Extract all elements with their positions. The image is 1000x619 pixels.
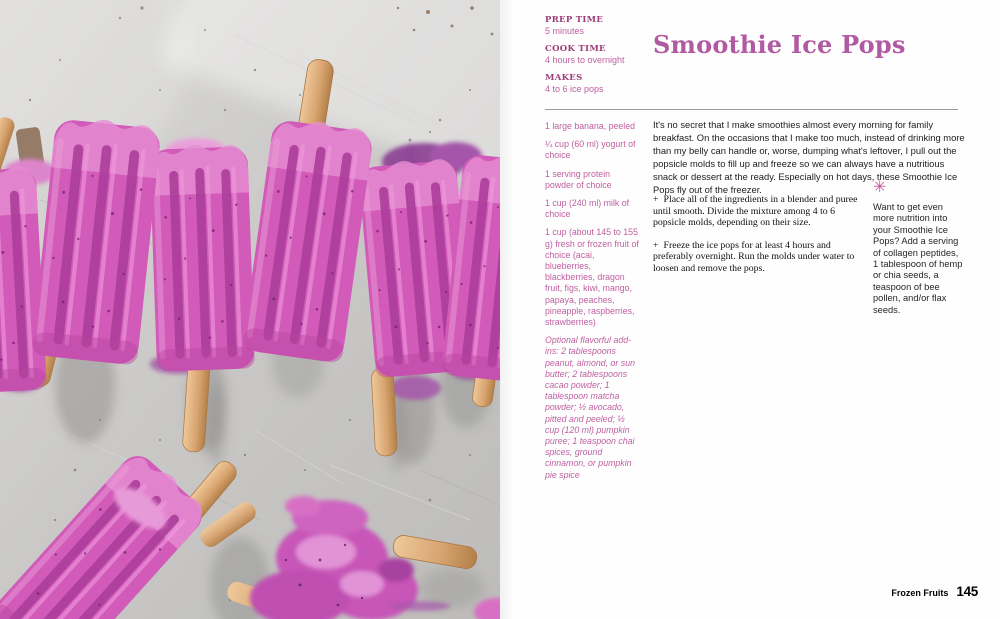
recipe-page [500, 0, 1000, 619]
ingredient-item: 1 serving protein powder of choice [545, 168, 612, 190]
prep-time-label: PREP TIME [545, 15, 604, 25]
makes-label: MAKES [545, 73, 583, 83]
step-text: Place all of the ingredients in a blender and puree until smooth. Divide the mixture among 4 to 6 popsicle molds, depending on their size. [653, 194, 858, 229]
cook-time-label: COOK TIME [545, 44, 606, 54]
meta-makes [545, 73, 650, 95]
recipe-steps [653, 194, 859, 286]
recipe-intro: It's no secret that I make smoothies almost every morning for family breakfast. On the occasions that I make too much, instead of drinking more than my belly can handle or, worse, dumping what's leftover, I pull out the popsicle molds to fill up and freeze so we can always have a nutritious snack or dessert at the ready. Especially on hot days, these Smoothie Ice Pops fly out of the freezer. [653, 119, 965, 195]
page-footer [891, 584, 978, 599]
step-bullet: + [653, 194, 659, 205]
meta-prep-time [545, 15, 650, 37]
makes-value: 4 to 6 ice pops [545, 84, 604, 94]
ingredient-item: ¼ cup (60 ml) yogurt of choice [545, 139, 636, 161]
ingredient-item: 1 cup (240 ml) milk of choice [545, 198, 630, 220]
tip-sidebar [873, 179, 966, 316]
cook-time-value: 4 hours to overnight [545, 55, 625, 65]
section-divider [545, 109, 958, 110]
recipe-title: Smoothie Ice Pops [653, 30, 906, 60]
page-number: 145 [956, 584, 978, 599]
step-bullet: + [653, 239, 659, 251]
step-2 [653, 240, 859, 275]
step-1 [653, 194, 859, 229]
recipe-meta [545, 15, 650, 102]
ingredients-optional-note: Optional flavorful add-ins: 2 tablespoons peanut, almond, or sun butter; 2 tablespoons cacao powder; 1 tablespoon matcha powder; ½ avocado, pitted and peeled; ½ cup (120 ml) pumpkin puree; 1 teaspoon chai spices, ground cinnamon, or pumpkin pie spice [545, 335, 635, 480]
asterisk-icon: ✳ [873, 179, 887, 196]
ingredient-item: 1 large banana, peeled [545, 121, 636, 131]
step-text: Freeze the ice pops for at least 4 hours and preferably overnight. Run the molds under water to loosen and remove the pops. [653, 239, 855, 274]
ingredients-list [545, 121, 639, 488]
ingredient-item: 1 cup (about 145 to 155 g) fresh or frozen fruit of choice (acai, blueberries, blackberries, dragon fruit, figs, kiwi, mango, papaya, peaches, pineapple, raspberries, strawberries) [545, 227, 639, 328]
chapter-name: Frozen Fruits [891, 588, 949, 598]
meta-cook-time [545, 44, 650, 66]
prep-time-value: 5 minutes [545, 26, 585, 36]
tip-text: Want to get even more nutrition into your Smoothie Ice Pops? Add a serving of collagen peptides, 1 tablespoon of hemp or chia seeds, a teaspoon of bee pollen, and/or flax seeds. [873, 202, 963, 315]
